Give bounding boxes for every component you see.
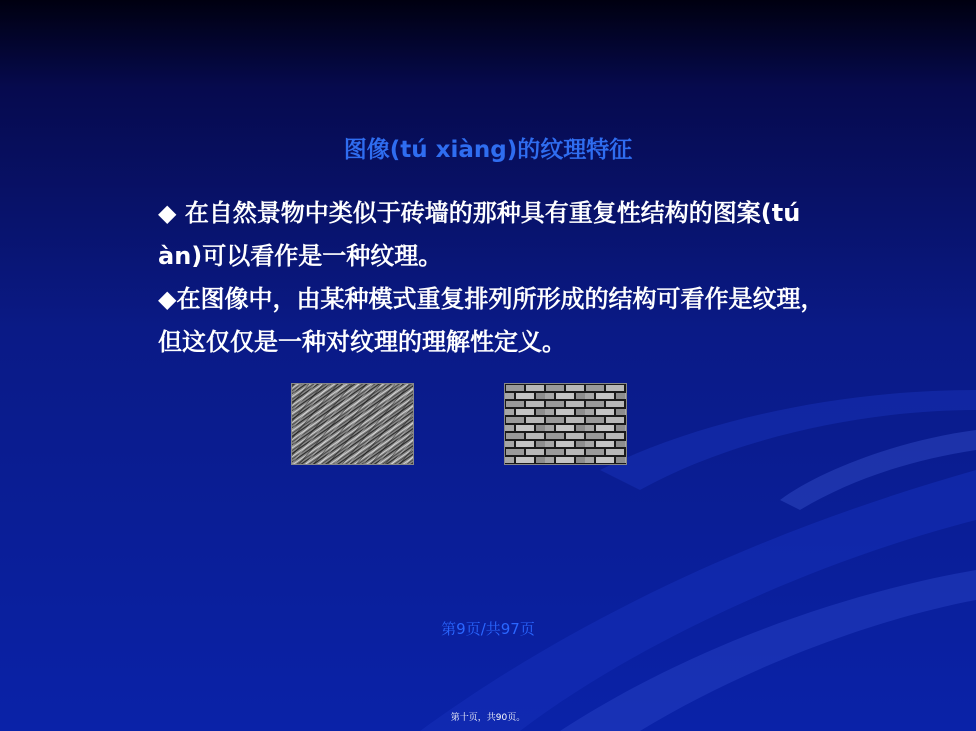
slide-body: [158, 192, 838, 364]
bullet-paragraph-2: ◆在图像中，由某种模式重复排列所形成的结构可看作是纹理，但这仅仅是一种对纹理的理解性定义。: [158, 285, 825, 356]
slide-title: 图像(tú xiàng)的纹理特征: [343, 137, 633, 163]
brick-wall-texture-image: [504, 383, 627, 465]
natural-texture-image: [291, 383, 414, 465]
bullet-paragraph-1: ◆ 在自然景物中类似于砖墙的那种具有重复性结构的图案(tú àn)可以看作是一种纹理。: [158, 199, 801, 270]
page-indicator: 第9页/共97页: [441, 620, 535, 638]
footer-page-note: 第十页，共90页。: [450, 713, 526, 723]
